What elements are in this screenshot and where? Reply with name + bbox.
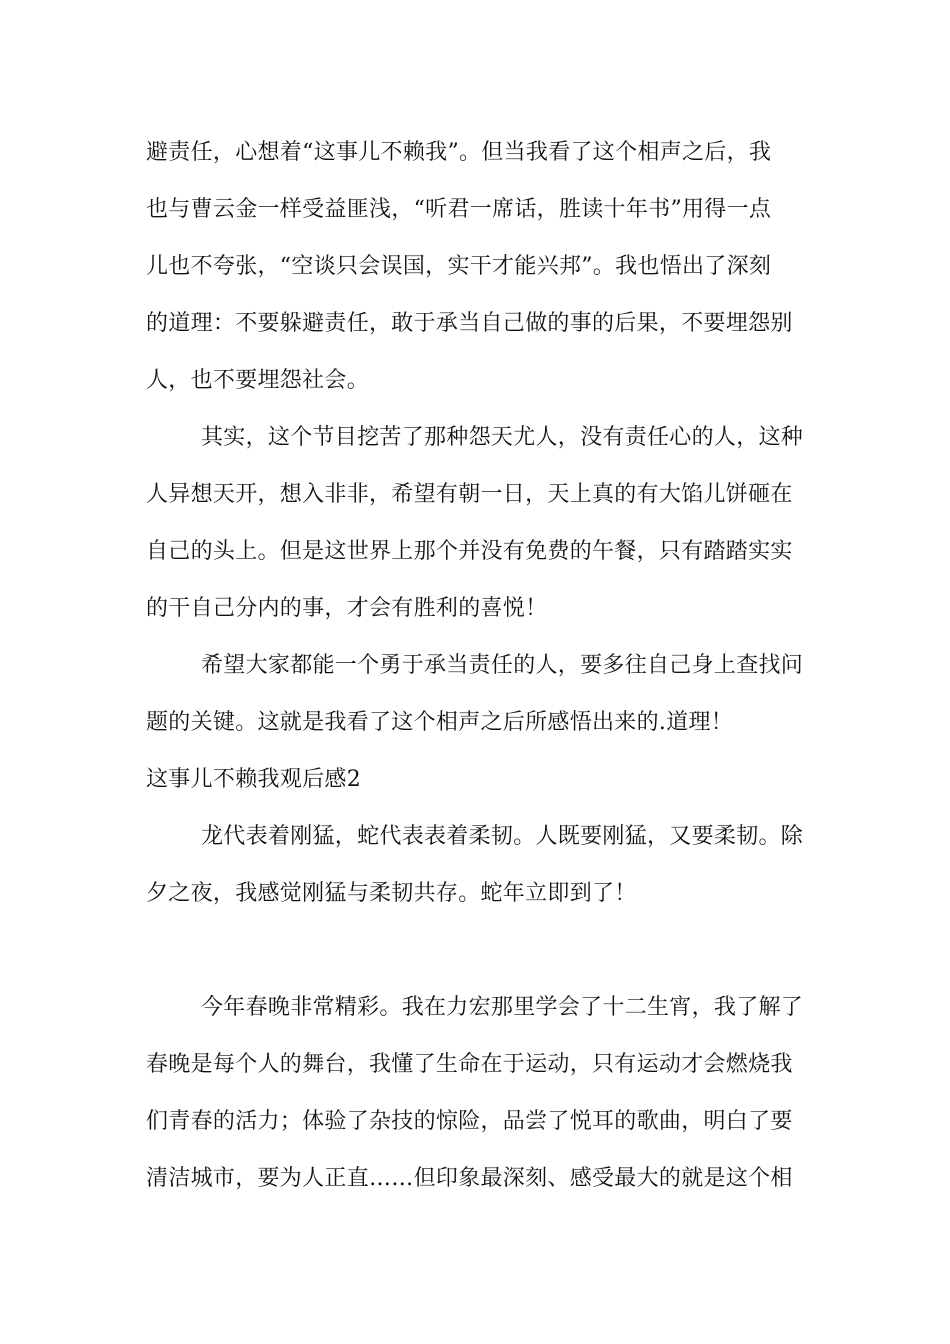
paragraph-line: 夕之夜，我感觉刚猛与柔韧共存。蛇年立即到了！ [146, 881, 637, 906]
paragraph-line: 春晚是每个人的舞台，我懂了生命在于运动，只有运动才会燃烧我 [146, 1052, 793, 1077]
paragraph-line: 清洁城市，要为人正直……但印象最深刻、感受最大的就是这个相 [146, 1166, 793, 1191]
paragraph-line: 儿也不夸张，“空谈只会误国，实干才能兴邦”。我也悟出了深刻 [146, 254, 772, 279]
paragraph-line: 们青春的活力；体验了杂技的惊险，品尝了悦耳的歌曲，明白了要 [146, 1109, 793, 1134]
paragraph-line: 的干自己分内的事，才会有胜利的喜悦！ [146, 596, 548, 621]
paragraph-line: 龙代表着刚猛，蛇代表表着柔韧。人既要刚猛，又要柔韧。除 [201, 824, 804, 849]
paragraph-line: 的道理：不要躲避责任，敢于承当自己做的事的后果，不要埋怨别 [146, 311, 793, 336]
paragraph-line: 人异想天开，想入非非，希望有朝一日，天上真的有大馅儿饼砸在 [146, 482, 793, 507]
section-heading: 这事儿不赖我观后感2 [146, 767, 361, 792]
paragraph-line: 避责任，心想着“这事儿不赖我”。但当我看了这个相声之后，我 [146, 140, 772, 165]
paragraph-line: 自己的头上。但是这世界上那个并没有免费的午餐，只有踏踏实实 [146, 539, 793, 564]
paragraph-line: 人，也不要埋怨社会。 [146, 368, 370, 393]
paragraph-line: 希望大家都能一个勇于承当责任的人，要多往自己身上查找问 [201, 653, 804, 678]
paragraph-line: 其实，这个节目挖苦了那种怨天尤人，没有责任心的人，这种 [201, 425, 804, 450]
paragraph-line: 也与曹云金一样受益匪浅，“听君一席话，胜读十年书”用得一点 [146, 197, 772, 222]
paragraph-line: 题的关键。这就是我看了这个相声之后所感悟出来的.道理！ [146, 710, 734, 735]
paragraph-line: 今年春晚非常精彩。我在力宏那里学会了十二生宵，我了解了 [201, 995, 804, 1020]
